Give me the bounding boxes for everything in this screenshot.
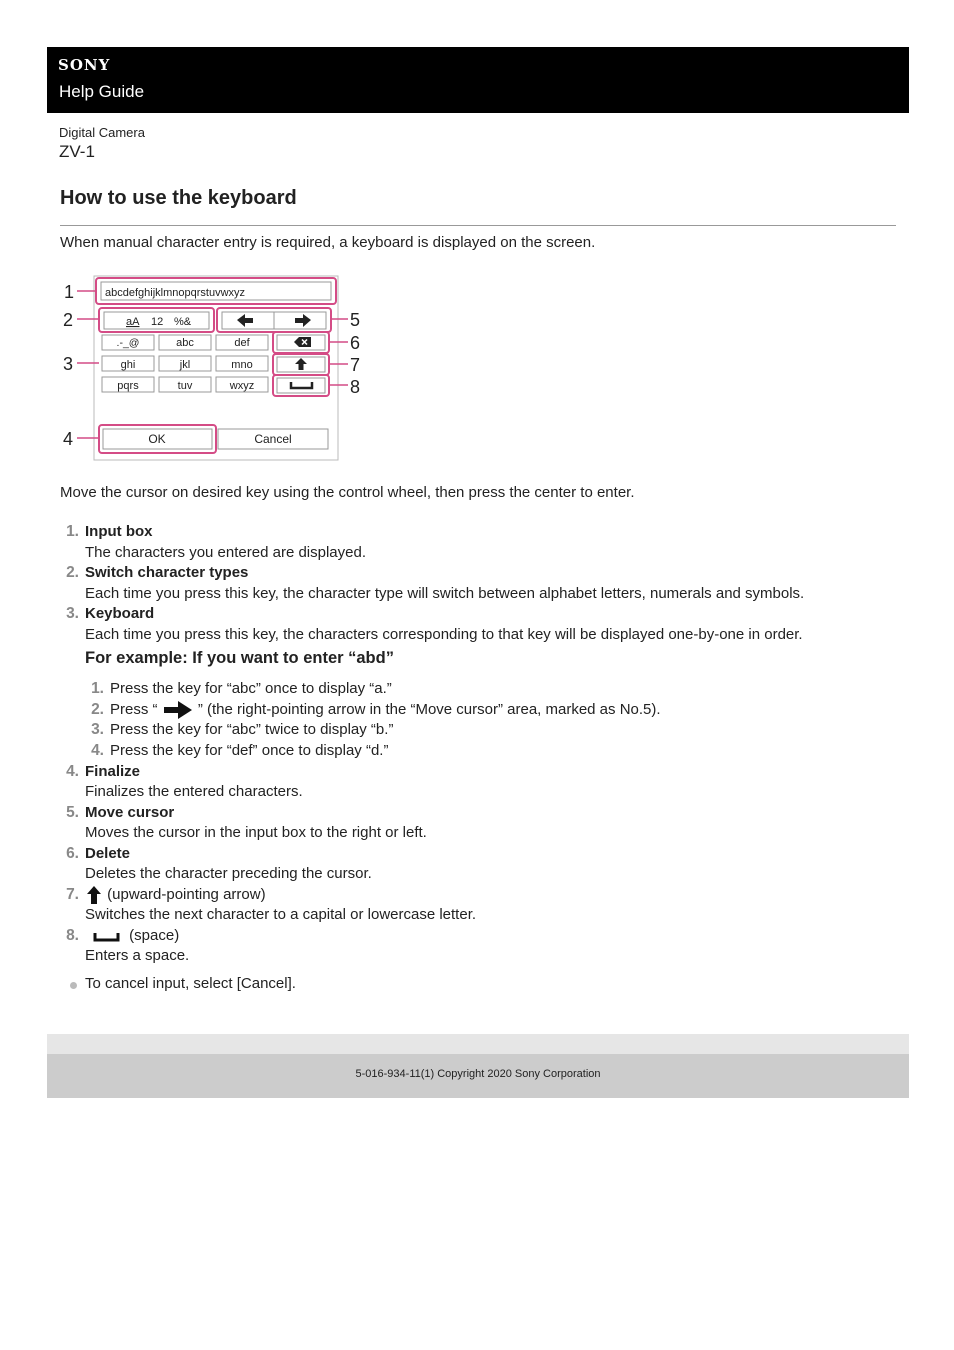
list-item: [60, 604, 920, 762]
step-text: Press the key for “abc” twice to display “b.”: [110, 721, 394, 739]
example-heading: For example: If you want to enter “abd”: [85, 649, 394, 667]
item-desc: Enters a space.: [85, 947, 190, 965]
callout-5: 5: [350, 310, 361, 330]
key-ghi: ghi: [120, 359, 136, 371]
list-item: [60, 762, 920, 803]
item-title: Keyboard: [85, 605, 155, 622]
header-bar: [47, 47, 909, 113]
list-item: [60, 844, 920, 885]
cancel-key: Cancel: [254, 432, 292, 446]
key-def: def: [234, 337, 250, 349]
item-desc: Switches the next character to a capital or lowercase letter.: [85, 906, 477, 924]
key-abc: abc: [176, 337, 194, 349]
note-text: To cancel input, select [Cancel].: [85, 975, 296, 992]
key-symbols: .-_@: [116, 337, 140, 349]
product-model: ZV-1: [59, 142, 95, 161]
callout-3: 3: [63, 354, 74, 374]
type-key-aa: aA: [126, 316, 140, 328]
step-text-post: ” (the right-pointing arrow in the “Move cursor” area, marked as No.5).: [197, 700, 661, 718]
example-steps: [85, 679, 920, 762]
item-number: 1.: [66, 523, 79, 540]
footer-strip: [47, 1034, 909, 1054]
example-step: [85, 720, 920, 741]
step-text: Press the key for “abc” once to display “a.”: [110, 680, 392, 697]
list-item: [60, 885, 920, 926]
item-desc: Deletes the character preceding the cursor.: [85, 865, 372, 883]
callout-8: 8: [350, 377, 361, 397]
item-number: 5.: [66, 803, 79, 821]
type-key-symbols: %&: [174, 316, 192, 328]
item-desc: Finalizes the entered characters.: [85, 783, 303, 801]
item-number: 8.: [66, 926, 79, 944]
item-title: Delete: [85, 844, 131, 862]
example-step: [85, 679, 920, 700]
intro-text: When manual character entry is required, a keyboard is displayed on the screen.: [60, 234, 596, 251]
key-pqrs: pqrs: [117, 380, 139, 392]
item-title: Input box: [85, 523, 153, 540]
step-text: Press the key for “def” once to display “d.”: [110, 742, 389, 760]
up-arrow-icon: [85, 885, 103, 905]
diagram-input-text: abcdefghijklmnopqrstuvwxyz: [105, 287, 246, 299]
help-guide-title: Help Guide: [59, 82, 145, 101]
key-jkl: jkl: [179, 359, 191, 371]
step-number: 4.: [91, 742, 104, 760]
key-wxyz: wxyz: [229, 380, 255, 392]
step-text-pre: Press “: [110, 700, 158, 718]
callout-2: 2: [63, 310, 74, 330]
item-title: Switch character types: [85, 564, 249, 581]
callout-6: 6: [350, 333, 361, 353]
item-number: 3.: [66, 605, 79, 622]
numbered-list: [60, 522, 920, 967]
item-desc: The characters you entered are displayed.: [85, 543, 366, 561]
callout-7: 7: [350, 355, 361, 375]
item-number: 7.: [66, 885, 79, 903]
callout-4: 4: [63, 429, 74, 449]
footer: [47, 1054, 909, 1098]
copyright-text: 5-016-934-11(1) Copyright 2020 Sony Corporation: [355, 1068, 601, 1080]
item-number: 4.: [66, 762, 79, 780]
item-title: Move cursor: [85, 803, 175, 821]
list-item: [60, 522, 920, 563]
item-desc: Each time you press this key, the character type will switch between alphabet letters, numerals and symbols.: [85, 584, 805, 602]
instruction-text: Move the cursor on desired key using the control wheel, then press the center to enter.: [60, 484, 635, 501]
list-item: [60, 563, 920, 604]
key-mno: mno: [231, 359, 253, 371]
item-desc: Each time you press this key, the characters corresponding to that key will be displayed one-by-one in order.: [85, 625, 803, 643]
step-number: 2.: [91, 700, 104, 718]
example-step: [85, 741, 920, 762]
title-divider: [60, 225, 896, 226]
item-number: 2.: [66, 564, 79, 581]
item-desc: Moves the cursor in the input box to the right or left.: [85, 824, 427, 842]
example-step: [85, 700, 920, 721]
bullet-icon: [70, 982, 77, 989]
key-tuv: tuv: [177, 380, 193, 392]
page-title: How to use the keyboard: [60, 187, 297, 209]
step-number: 1.: [91, 680, 104, 697]
item-title: (space): [129, 926, 180, 944]
item-number: 6.: [66, 844, 79, 862]
product-category: Digital Camera: [59, 125, 145, 140]
sony-logo: SONY: [58, 56, 111, 74]
keyboard-diagram: [60, 274, 370, 466]
right-arrow-icon: [162, 700, 194, 720]
list-item: [60, 926, 920, 967]
item-title: Finalize: [85, 762, 141, 780]
type-key-12: 12: [151, 316, 164, 328]
ok-key: OK: [148, 432, 166, 446]
list-item: [60, 803, 920, 844]
step-number: 3.: [91, 721, 104, 739]
callout-1: 1: [64, 282, 75, 302]
item-title: (upward-pointing arrow): [107, 885, 266, 903]
space-icon: [85, 926, 125, 946]
